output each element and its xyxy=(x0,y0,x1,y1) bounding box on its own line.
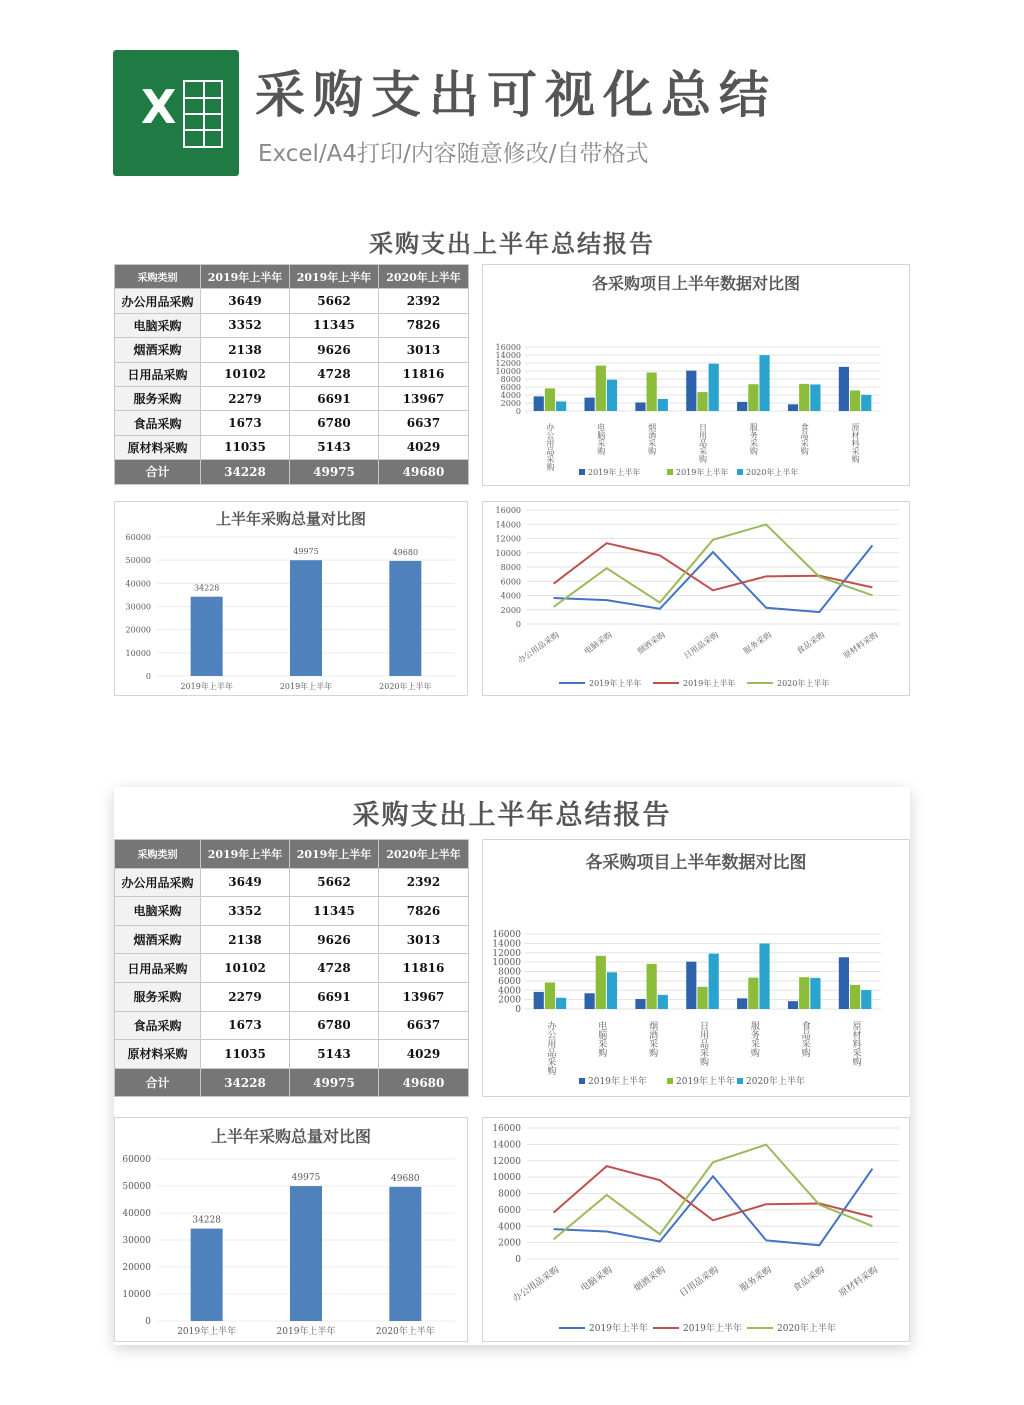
line-chart-panel xyxy=(482,1117,910,1342)
table-header-cell: 2019年上半年 xyxy=(201,265,290,289)
value-cell: 7826 xyxy=(379,313,469,337)
report-1 xyxy=(114,218,910,700)
y-tick-label: 10000 xyxy=(122,1290,151,1300)
y-tick-label: 14000 xyxy=(492,939,521,950)
category-cell: 办公用品采购 xyxy=(115,868,201,897)
y-tick-label: 0 xyxy=(145,672,151,681)
bar-series-3 xyxy=(556,998,566,1009)
value-cell: 4728 xyxy=(290,954,379,983)
table-header-cell: 2019年上半年 xyxy=(290,840,379,869)
value-cell: 10102 xyxy=(201,954,290,983)
y-tick-label: 8000 xyxy=(498,1189,521,1200)
bar-series-3 xyxy=(607,972,617,1009)
bar-series-2 xyxy=(850,390,860,411)
y-tick-label: 20000 xyxy=(122,1263,151,1273)
table-row xyxy=(115,982,469,1011)
line-chart xyxy=(483,502,911,697)
x-category-label: 电脑采购 xyxy=(582,630,614,656)
legend-swatch xyxy=(737,1078,743,1084)
y-tick-label: 10000 xyxy=(495,367,521,376)
y-tick-label: 8000 xyxy=(500,563,521,572)
x-category-label: 2019年上半年 xyxy=(279,682,333,691)
y-tick-label: 2000 xyxy=(498,995,521,1006)
page-title: 采购支出可视化总结 xyxy=(255,66,777,124)
value-cell: 5143 xyxy=(290,435,379,459)
x-category-label: 2020年上半年 xyxy=(379,682,432,691)
purchase-table xyxy=(114,839,469,1097)
bar-series-2 xyxy=(697,392,707,411)
value-cell: 4029 xyxy=(379,1040,469,1069)
x-category-label: 食品采购 xyxy=(800,423,810,455)
y-tick-label: 0 xyxy=(515,407,521,416)
table-row xyxy=(115,411,469,435)
category-cell: 原材料采购 xyxy=(115,1040,201,1069)
y-tick-label: 0 xyxy=(145,1317,151,1327)
x-category-label: 2019年上半年 xyxy=(177,1327,237,1337)
bar-series-3 xyxy=(658,995,668,1009)
report-title: 采购支出上半年总结报告 xyxy=(369,229,655,258)
x-category-label: 办公用品采购 xyxy=(511,1265,562,1305)
y-tick-label: 4000 xyxy=(498,986,521,997)
value-cell: 11345 xyxy=(290,897,379,926)
bar-series-3 xyxy=(861,395,871,411)
purchase-table xyxy=(114,264,469,485)
value-cell: 2392 xyxy=(379,289,469,313)
x-category-label: 原材料采购 xyxy=(837,1265,881,1300)
data-label: 49975 xyxy=(291,1173,321,1184)
total-bar xyxy=(191,1229,223,1321)
value-cell: 6691 xyxy=(290,386,379,410)
data-label: 34228 xyxy=(193,583,220,593)
table-header-cell: 2019年上半年 xyxy=(201,840,290,869)
value-cell: 2138 xyxy=(201,925,290,954)
bar-series-3 xyxy=(658,399,668,411)
x-category-label: 烟酒采购 xyxy=(647,423,657,455)
x-category-label: 烟酒采购 xyxy=(635,630,668,656)
legend-label: 2019年上半年 xyxy=(683,679,736,688)
x-category-label: 原材料采购 xyxy=(851,423,861,463)
x-category-label: 办公用品采购 xyxy=(545,423,555,471)
value-cell: 4029 xyxy=(379,435,469,459)
y-tick-label: 2000 xyxy=(498,1238,521,1249)
total-bar xyxy=(290,560,322,676)
total-value: 49680 xyxy=(379,1068,469,1097)
bar-series-1 xyxy=(534,992,544,1009)
y-tick-label: 40000 xyxy=(122,1209,151,1219)
value-cell: 9626 xyxy=(290,338,379,362)
legend-label: 2020年上半年 xyxy=(777,679,830,688)
chart-title: 各采购项目上半年数据对比图 xyxy=(591,274,800,293)
x-category-label: 原材料采购 xyxy=(841,630,880,661)
total-value: 34228 xyxy=(201,460,290,484)
y-tick-label: 6000 xyxy=(500,577,521,587)
table-row xyxy=(115,362,469,386)
value-cell: 6637 xyxy=(379,1011,469,1040)
bar-series-1 xyxy=(737,998,747,1009)
y-tick-label: 6000 xyxy=(498,976,521,987)
table-row xyxy=(115,925,469,954)
y-tick-label: 4000 xyxy=(498,1222,521,1233)
category-cell: 烟酒采购 xyxy=(115,925,201,954)
grouped-bar-chart-panel xyxy=(482,264,910,486)
value-cell: 10102 xyxy=(201,362,290,386)
category-cell: 食品采购 xyxy=(115,411,201,435)
x-category-label: 日用品采购 xyxy=(698,1021,708,1066)
bar-series-2 xyxy=(748,384,758,411)
value-cell: 1673 xyxy=(201,1011,290,1040)
y-tick-label: 10000 xyxy=(492,958,521,969)
x-category-label: 电脑采购 xyxy=(579,1265,615,1295)
table-header-cell: 2020年上半年 xyxy=(379,840,469,869)
bar-series-3 xyxy=(759,355,769,411)
legend-label: 2019年上半年 xyxy=(589,679,642,688)
x-category-label: 服务采购 xyxy=(738,1265,774,1295)
total-label: 合计 xyxy=(115,1068,201,1097)
value-cell: 5143 xyxy=(290,1040,379,1069)
bar-series-2 xyxy=(850,985,860,1009)
y-tick-label: 8000 xyxy=(498,967,521,978)
value-cell: 7826 xyxy=(379,897,469,926)
x-category-label: 日用品采购 xyxy=(682,630,721,661)
line-chart xyxy=(483,1118,911,1343)
y-tick-label: 12000 xyxy=(492,948,521,959)
total-bar-chart xyxy=(115,502,469,697)
y-tick-label: 12000 xyxy=(495,534,521,544)
y-tick-label: 2000 xyxy=(500,399,521,408)
bar-series-1 xyxy=(686,371,696,411)
bar-series-2 xyxy=(799,384,809,411)
bar-series-3 xyxy=(709,364,719,411)
value-cell: 3352 xyxy=(201,313,290,337)
bar-series-1 xyxy=(585,993,595,1009)
legend-swatch xyxy=(737,469,743,475)
y-tick-label: 4000 xyxy=(500,591,521,601)
x-category-label: 食品采购 xyxy=(795,630,827,656)
x-category-label: 电脑采购 xyxy=(596,1021,607,1057)
legend-swatch xyxy=(667,1078,673,1084)
y-tick-label: 50000 xyxy=(125,556,151,566)
excel-logo-icon xyxy=(113,50,239,176)
legend-label: 2019年上半年 xyxy=(589,1324,648,1334)
category-cell: 食品采购 xyxy=(115,1011,201,1040)
total-value: 49975 xyxy=(290,1068,379,1097)
bar-series-1 xyxy=(788,1001,798,1009)
bar-series-1 xyxy=(839,957,849,1009)
legend-label: 2019年上半年 xyxy=(683,1324,742,1334)
table-row xyxy=(115,386,469,410)
bar-series-1 xyxy=(635,999,645,1009)
y-tick-label: 0 xyxy=(515,1005,521,1015)
y-tick-label: 20000 xyxy=(125,625,151,635)
table-row xyxy=(115,1011,469,1040)
data-label: 49680 xyxy=(392,547,419,557)
value-cell: 4728 xyxy=(290,362,379,386)
bar-series-2 xyxy=(596,366,606,411)
bar-series-3 xyxy=(709,954,719,1009)
bar-series-2 xyxy=(647,964,657,1009)
bar-series-1 xyxy=(737,402,747,411)
chart-title: 上半年采购总量对比图 xyxy=(215,510,366,528)
x-category-label: 服务采购 xyxy=(749,423,759,455)
category-cell: 服务采购 xyxy=(115,982,201,1011)
y-tick-label: 30000 xyxy=(122,1236,151,1246)
y-tick-label: 16000 xyxy=(492,930,521,940)
value-cell: 5662 xyxy=(290,289,379,313)
category-cell: 办公用品采购 xyxy=(115,289,201,313)
category-cell: 烟酒采购 xyxy=(115,338,201,362)
x-category-label: 食品采购 xyxy=(799,1021,810,1057)
x-category-label: 服务采购 xyxy=(741,630,774,656)
y-tick-label: 12000 xyxy=(495,359,521,368)
bar-series-2 xyxy=(799,977,809,1009)
table-row xyxy=(115,313,469,337)
x-category-label: 服务采购 xyxy=(748,1021,759,1057)
bar-series-3 xyxy=(810,978,820,1009)
bar-series-2 xyxy=(545,982,555,1009)
bar-series-1 xyxy=(788,404,798,411)
x-category-label: 原材料采购 xyxy=(850,1021,861,1066)
value-cell: 2279 xyxy=(201,982,290,1011)
value-cell: 3649 xyxy=(201,289,290,313)
bar-series-3 xyxy=(607,380,617,411)
value-cell: 3013 xyxy=(379,925,469,954)
category-cell: 日用品采购 xyxy=(115,954,201,983)
table-row xyxy=(115,897,469,926)
legend-swatch xyxy=(667,469,673,475)
table-row xyxy=(115,1040,469,1069)
legend-swatch xyxy=(579,1078,585,1084)
legend-label: 2019年上半年 xyxy=(588,1077,647,1087)
category-cell: 日用品采购 xyxy=(115,362,201,386)
legend-label: 2020年上半年 xyxy=(746,1077,805,1087)
category-cell: 电脑采购 xyxy=(115,313,201,337)
total-bar xyxy=(389,561,421,676)
category-cell: 原材料采购 xyxy=(115,435,201,459)
legend-label: 2019年上半年 xyxy=(676,468,729,477)
total-value: 49975 xyxy=(290,460,379,484)
y-tick-label: 6000 xyxy=(500,383,521,392)
line-chart-panel xyxy=(482,501,910,696)
total-value: 34228 xyxy=(201,1068,290,1097)
x-category-label: 烟酒采购 xyxy=(647,1021,658,1057)
bar-series-2 xyxy=(647,372,657,411)
value-cell: 6780 xyxy=(290,411,379,435)
value-cell: 2392 xyxy=(379,868,469,897)
bar-series-3 xyxy=(861,990,871,1009)
value-cell: 3352 xyxy=(201,897,290,926)
value-cell: 6691 xyxy=(290,982,379,1011)
y-tick-label: 60000 xyxy=(125,533,151,542)
data-label: 34228 xyxy=(192,1215,221,1226)
bar-series-1 xyxy=(534,396,544,411)
value-cell: 11816 xyxy=(379,362,469,386)
total-bar-chart-panel xyxy=(114,501,468,696)
bar-series-2 xyxy=(596,956,606,1009)
legend-label: 2020年上半年 xyxy=(746,468,799,477)
bar-series-1 xyxy=(635,402,645,411)
total-label: 合计 xyxy=(115,460,201,484)
table-row xyxy=(115,435,469,459)
grouped-bar-chart xyxy=(483,265,911,487)
total-bar xyxy=(389,1187,421,1321)
value-cell: 13967 xyxy=(379,386,469,410)
value-cell: 6637 xyxy=(379,411,469,435)
x-category-label: 食品采购 xyxy=(791,1265,828,1295)
legend-label: 2020年上半年 xyxy=(777,1324,836,1334)
y-tick-label: 8000 xyxy=(500,375,521,384)
table-header-cell: 采购类别 xyxy=(115,265,201,289)
x-category-label: 办公用品采购 xyxy=(545,1021,556,1075)
grouped-bar-chart xyxy=(483,840,911,1098)
bar-series-3 xyxy=(810,384,820,411)
x-category-label: 电脑采购 xyxy=(596,423,606,455)
page-subtitle: Excel/A4打印/内容随意修改/自带格式 xyxy=(258,141,649,167)
value-cell: 2279 xyxy=(201,386,290,410)
value-cell: 11816 xyxy=(379,954,469,983)
table-row xyxy=(115,289,469,313)
value-cell: 3649 xyxy=(201,868,290,897)
y-tick-label: 50000 xyxy=(122,1182,151,1192)
line-series-3 xyxy=(554,524,873,606)
logo-letter: X xyxy=(141,80,177,134)
y-tick-label: 14000 xyxy=(492,1140,521,1151)
y-tick-label: 30000 xyxy=(125,602,151,612)
value-cell: 11035 xyxy=(201,1040,290,1069)
bar-series-2 xyxy=(545,388,555,411)
y-tick-label: 6000 xyxy=(498,1205,521,1216)
y-tick-label: 0 xyxy=(515,620,521,629)
y-tick-label: 4000 xyxy=(500,391,521,400)
report-2 xyxy=(114,787,910,1345)
x-category-label: 2020年上半年 xyxy=(375,1327,435,1337)
value-cell: 13967 xyxy=(379,982,469,1011)
table-row xyxy=(115,954,469,983)
legend-swatch xyxy=(579,469,585,475)
grouped-bar-chart-panel xyxy=(482,839,910,1097)
table-header-cell: 2019年上半年 xyxy=(290,265,379,289)
bar-series-3 xyxy=(556,401,566,411)
chart-title: 各采购项目上半年数据对比图 xyxy=(585,853,807,873)
x-category-label: 2019年上半年 xyxy=(180,682,233,691)
table-row xyxy=(115,338,469,362)
table-row xyxy=(115,868,469,897)
bar-series-2 xyxy=(748,978,758,1009)
y-tick-label: 14000 xyxy=(495,520,521,530)
y-tick-label: 2000 xyxy=(500,605,521,615)
value-cell: 3013 xyxy=(379,338,469,362)
value-cell: 2138 xyxy=(201,338,290,362)
x-category-label: 2019年上半年 xyxy=(276,1327,336,1337)
table-total-row xyxy=(115,1068,469,1097)
value-cell: 1673 xyxy=(201,411,290,435)
chart-title: 上半年采购总量对比图 xyxy=(210,1127,371,1146)
value-cell: 5662 xyxy=(290,868,379,897)
data-label: 49975 xyxy=(293,547,319,557)
page-header xyxy=(0,0,1024,200)
table-header-cell: 2020年上半年 xyxy=(379,265,469,289)
total-value: 49680 xyxy=(379,460,469,484)
total-bar-chart-panel xyxy=(114,1117,468,1342)
legend-label: 2019年上半年 xyxy=(676,1077,735,1087)
value-cell: 9626 xyxy=(290,925,379,954)
x-category-label: 办公用品采购 xyxy=(516,630,561,666)
data-label: 49680 xyxy=(391,1173,420,1184)
value-cell: 11035 xyxy=(201,435,290,459)
bar-series-1 xyxy=(686,962,696,1009)
y-tick-label: 40000 xyxy=(125,579,151,589)
y-tick-label: 16000 xyxy=(495,506,521,515)
total-bar-chart xyxy=(115,1118,469,1343)
table-total-row xyxy=(115,460,469,484)
value-cell: 6780 xyxy=(290,1011,379,1040)
bar-series-1 xyxy=(585,398,595,411)
total-bar xyxy=(290,1186,322,1321)
y-tick-label: 0 xyxy=(515,1255,521,1265)
category-cell: 服务采购 xyxy=(115,386,201,410)
y-tick-label: 16000 xyxy=(492,1124,521,1134)
y-tick-label: 16000 xyxy=(495,343,521,352)
y-tick-label: 10000 xyxy=(492,1173,521,1184)
total-bar xyxy=(191,597,223,676)
value-cell: 11345 xyxy=(290,313,379,337)
y-tick-label: 10000 xyxy=(125,648,151,658)
y-tick-label: 10000 xyxy=(495,548,521,558)
bar-series-2 xyxy=(697,987,707,1009)
bar-series-3 xyxy=(759,944,769,1009)
y-tick-label: 12000 xyxy=(492,1156,521,1167)
bar-series-1 xyxy=(839,367,849,411)
line-series-3 xyxy=(554,1145,873,1240)
table-header-cell: 采购类别 xyxy=(115,840,201,869)
x-category-label: 烟酒采购 xyxy=(632,1265,668,1295)
report-title: 采购支出上半年总结报告 xyxy=(352,800,672,831)
legend-label: 2019年上半年 xyxy=(588,468,641,477)
category-cell: 电脑采购 xyxy=(115,897,201,926)
x-category-label: 日用品采购 xyxy=(698,423,708,463)
y-tick-label: 14000 xyxy=(495,351,521,360)
x-category-label: 日用品采购 xyxy=(678,1265,721,1300)
y-tick-label: 60000 xyxy=(122,1155,151,1165)
